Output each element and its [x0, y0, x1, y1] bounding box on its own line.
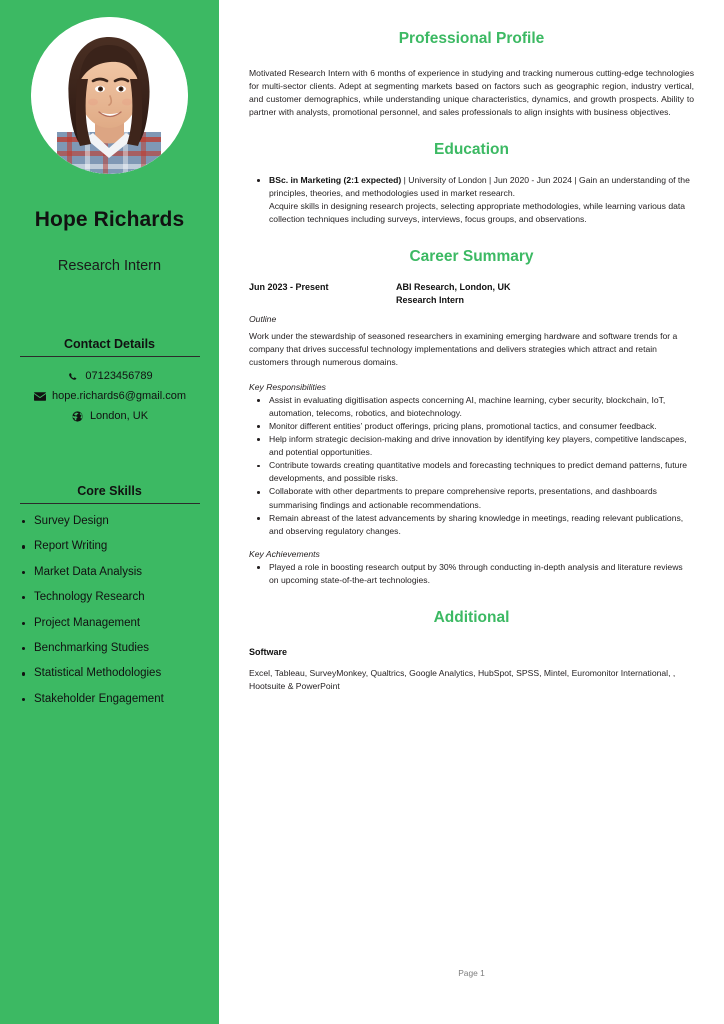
job-role: Research Intern — [396, 294, 465, 305]
section-heading-additional: Additional — [433, 609, 510, 627]
education-list — [249, 174, 694, 226]
list-item: Remain abreast of the latest advancements by sharing knowledge in meetings, reading relevant publications, and observing regulatory changes. — [249, 512, 694, 538]
page-footer: Page 1 — [458, 968, 485, 978]
job-company: ABI Research, London, UK — [396, 281, 511, 292]
candidate-name: Hope Richards — [34, 208, 185, 231]
contact-section — [0, 337, 219, 426]
contact-item-location[interactable] — [0, 406, 219, 426]
section-education — [249, 141, 694, 226]
contact-value-phone: 07123456789 — [85, 370, 153, 382]
outline-label: Outline — [249, 313, 277, 324]
education-extra: Acquire skills in designing research projects, selecting appropriate methodologies, while learning various data collection techniques including surveys, interviews, focus groups, and observations. — [269, 200, 686, 224]
section-heading-profile: Professional Profile — [398, 30, 545, 47]
software-body: Excel, Tableau, SurveyMonkey, Qualtrics, Google Analytics, HubSpot, SPSS, Mintel, Euromonitor International, , Hootsuite & PowerPoint — [249, 667, 676, 691]
contact-value-location: London, UK — [89, 410, 149, 423]
list-item: Project Management — [0, 617, 219, 630]
globe-icon — [71, 410, 85, 422]
list-item: Market Data Analysis — [0, 566, 219, 579]
education-detail: | University of London | Jun 2020 - Jun 2024 | Gain an understanding of the principles, theories, and methodologies used in market research. — [269, 174, 690, 198]
contact-item-email[interactable] — [0, 386, 219, 406]
list-item: Report Writing — [0, 540, 219, 553]
contact-heading: Contact Details — [64, 337, 155, 351]
list-item: Monitor different entities’ product offerings, pricing plans, promotional tactics, and consumer feedback. — [249, 420, 694, 433]
list-item: Assist in evaluating digitlisation aspects concerning AI, machine learning, cyber security, blockchain, IoT, automation, telecoms, robotics, and biotechnology. — [249, 394, 694, 420]
outline-body: Work under the stewardship of seasoned researchers in examining emerging hardware and software trends for a company that drives successful technology implementations and delivers strategies which attract and retain customers through numerous domains. — [249, 330, 678, 367]
job-dates: Jun 2023 - Present — [249, 281, 329, 292]
avatar-photo — [31, 17, 188, 174]
achievements-list — [249, 561, 694, 587]
list-item: Collaborate with other departments to prepare comprehensive reports, presentations, and dashboards summarising findings and actionable recommendations. — [249, 485, 694, 511]
list-item: Stakeholder Engagement — [0, 693, 219, 706]
contact-list — [0, 357, 219, 426]
profile-body: Motivated Research Intern with 6 months of experience in studying and tracking numerous cutting-edge technologies for multi-sector clients. Adept at segmenting markets based on factors such as geographic region, industry vertical, and customer demographics, while understanding unique characteristics, dynamics, and growth prospects. Ability to partner with analysts, promotional personnel, and sales professionals to align insights with business objectives. — [249, 67, 694, 117]
candidate-job-title: Research Intern — [57, 258, 162, 274]
skills-list — [0, 504, 219, 706]
education-degree: BSc. in Marketing (2:1 expected) — [269, 174, 402, 185]
list-item — [249, 174, 694, 226]
job-header — [249, 281, 694, 307]
list-item: Help inform strategic decision-making and drive innovation by identifying key players, competitive landscapes, and potential opportunities. — [249, 433, 694, 459]
achievements-label: Key Achievements — [249, 548, 320, 559]
list-item: Benchmarking Studies — [0, 642, 219, 655]
list-item: Statistical Methodologies — [0, 667, 219, 680]
avatar — [31, 17, 188, 174]
contact-value-email: hope.richards6@gmail.com — [51, 390, 187, 403]
section-additional — [249, 609, 694, 693]
list-item: Contribute towards creating quantitative models and forecasting techniques to predict demand patterns, future developments, and possible risks. — [249, 459, 694, 485]
envelope-icon — [33, 390, 47, 402]
main-content — [249, 30, 694, 693]
phone-icon — [66, 370, 80, 382]
contact-item-phone[interactable] — [0, 366, 219, 386]
section-career-summary — [249, 248, 694, 587]
section-professional-profile — [249, 30, 694, 119]
responsibilities-list — [249, 394, 694, 538]
sidebar — [0, 0, 219, 1024]
software-label: Software — [249, 646, 288, 657]
list-item: Survey Design — [0, 515, 219, 528]
responsibilities-label: Key Responsibilities — [249, 381, 326, 392]
skills-heading: Core Skills — [77, 484, 142, 498]
section-heading-career: Career Summary — [409, 247, 534, 265]
job-company-role — [396, 281, 511, 307]
list-item: Played a role in boosting research output by 30% through conducting in-depth analysis and literature reviews on upcoming state-of-the-art technologies. — [249, 561, 694, 587]
section-heading-education: Education — [434, 140, 509, 158]
skills-section — [0, 484, 219, 718]
list-item: Technology Research — [0, 591, 219, 604]
